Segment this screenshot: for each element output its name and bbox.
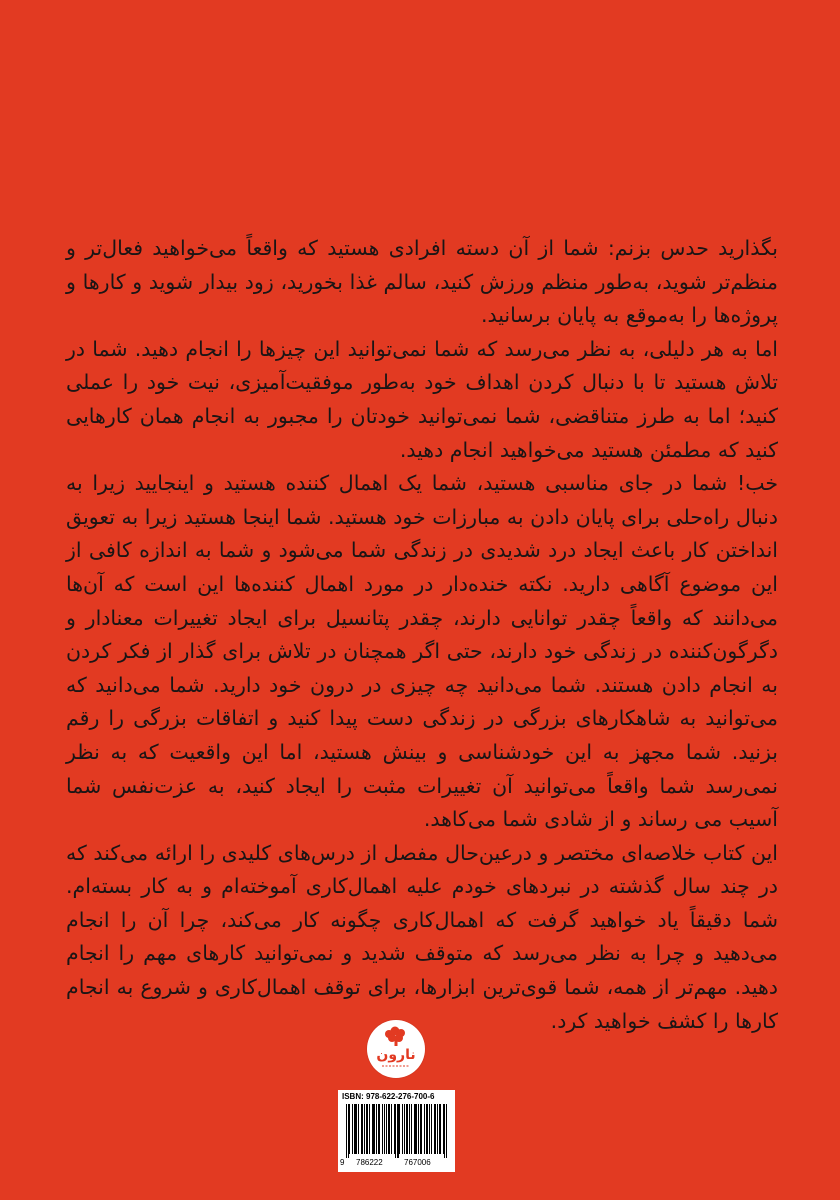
barcode-bar <box>358 1104 359 1154</box>
barcode-bar <box>424 1104 425 1154</box>
barcode-bar <box>367 1104 368 1154</box>
barcode-bar <box>352 1104 353 1154</box>
barcode-bar <box>391 1104 392 1154</box>
barcode-bar <box>435 1104 436 1154</box>
barcode-bar <box>421 1104 422 1154</box>
barcode-bar <box>420 1104 421 1154</box>
barcode-bar <box>439 1104 440 1154</box>
barcode-bar <box>431 1104 432 1154</box>
barcode-bar <box>355 1104 356 1154</box>
barcode-digits-left: 786222 <box>356 1158 383 1167</box>
barcode-bar <box>374 1104 375 1154</box>
barcode-bar <box>399 1104 400 1154</box>
barcode-bar <box>416 1104 417 1154</box>
barcode-bars <box>342 1104 452 1158</box>
barcode-bar <box>444 1104 445 1158</box>
barcode-bar <box>346 1104 347 1158</box>
blurb-paragraph-1: بگذارید حدس بزنم: شما از آن دسته افرادی هستید که واقعاً می‌خواهید فعال‌تر و منظم‌تر شوید، به‌طور منظم ورزش کنید، سالم غذا بخورید، زود بیدار شوید و کارها و پروژه‌ها را به‌موقع به پایان برسانید. <box>66 236 778 328</box>
barcode-bar <box>354 1104 355 1154</box>
barcode-bar <box>443 1104 444 1154</box>
barcode-bar <box>398 1104 399 1158</box>
isbn-barcode <box>338 1090 455 1172</box>
barcode-bar <box>418 1104 419 1154</box>
barcode-bar <box>388 1104 389 1154</box>
barcode-digits-right: 767006 <box>404 1158 431 1167</box>
barcode-bar <box>373 1104 374 1154</box>
blurb-paragraph-4: این کتاب خلاصه‌ای مختصر و درعین‌حال مفصل از درس‌های کلیدی را ارائه می‌کند که در چند سال گذشته در نبردهای خودم علیه اهمال‌کاری آموخته‌ام و به کار بسته‌ام. شما دقیقاً یاد خواهید گرفت که اهمال‌کاری چگونه کار می‌کند، چرا آن را انجام می‌دهید و چرا به نظر می‌رسد که متوقف شدید و نمی‌توانید کارهای مهم را انجام دهید. مهم‌تر از همه، شما قوی‌ترین ابزارها، برای توقف اهمال‌کاری و شروع به انجام کارها را کشف خواهید کرد. <box>66 840 778 1033</box>
barcode-bar <box>364 1104 365 1154</box>
barcode-bar <box>369 1104 370 1154</box>
barcode-bar <box>361 1104 362 1154</box>
blurb-paragraph-3: خب! شما در جای مناسبی هستید، شما یک اهمال کننده هستید و اینجایید زیرا به دنبال راه‌حلی برای پایان دادن به مبارزات خود هستید. شما اینجا هستید زیرا به تعویق انداختن کار باعث ایجاد درد شدیدی در زندگی شما می‌شود و شما به اندازه کافی از این موضوع آگاهی دارید. نکته خنده‌دار در مورد اهمال کننده‌ها این است که آن‌ها می‌دانند که واقعاً چقدر توانایی دارند، چقدر پتانسیل برای ایجاد تغییرات معنادار و دگرگون‌کننده در زندگی خود دارند، حتی اگر همچنان در تلاش برای گذار از فکر کردن به انجام دادن هستند. شما می‌دانید چه چیزی در درون خود دارید. شما می‌دانید که می‌توانید به شاهکارهای بزرگی در زندگی دست پیدا کنید و اتفاقات بزرگی را رقم بزنید. شما مجهز به این خودشناسی و بینش هستید، اما این واقعیت که به نظر نمی‌رسد شما واقعاً می‌توانید آن تغییرات مثبت را ایجاد کنید، به عزت‌نفس شما آسیب می رساند و از شادی شما می‌کاهد. <box>66 471 778 832</box>
barcode-bar <box>440 1104 441 1154</box>
barcode-bar <box>415 1104 416 1154</box>
barcode-bar <box>348 1104 349 1158</box>
barcode-bar <box>394 1104 395 1154</box>
barcode-bar <box>409 1104 410 1154</box>
barcode-bar <box>376 1104 377 1154</box>
barcode-bar <box>372 1104 373 1154</box>
barcode-bar <box>389 1104 390 1154</box>
barcode-bar <box>426 1104 427 1154</box>
publisher-wordmark: نارون <box>376 1047 416 1063</box>
barcode-bar <box>437 1104 438 1154</box>
barcode-bar <box>429 1104 430 1154</box>
back-cover-blurb <box>66 232 778 1038</box>
barcode-bar <box>397 1104 398 1158</box>
publisher-logo <box>367 1020 425 1078</box>
barcode-bar <box>366 1104 367 1154</box>
barcode-bar <box>406 1104 407 1154</box>
barcode-bar <box>404 1104 405 1154</box>
barcode-bar <box>356 1104 357 1154</box>
barcode-bar <box>349 1104 350 1154</box>
barcode-bar <box>446 1104 447 1158</box>
blurb-paragraph-2: اما به هر دلیلی، به نظر می‌رسد که شما نمی‌توانید این چیزها را انجام دهید. شما در تلاش هستید تا با دنبال کردن اهداف خود به‌طور موفقیت‌آمیزی، نیت خود را عملی کنید؛ اما به طرز متناقضی، شما نمی‌توانید خودتان را مجبور به انجام همان کارهایی کنید که مطمئن هستید می‌خواهید انجام دهید. <box>66 336 778 462</box>
tree-logo-icon <box>367 1020 425 1078</box>
barcode-bar <box>434 1104 435 1154</box>
barcode-bar <box>414 1104 415 1154</box>
barcode-bar <box>378 1104 379 1154</box>
barcode-bar <box>402 1104 403 1154</box>
barcode-bar <box>427 1104 428 1154</box>
barcode-bar <box>379 1104 380 1154</box>
barcode-bar <box>382 1104 383 1154</box>
barcode-bar <box>411 1104 412 1154</box>
barcode-bar <box>362 1104 363 1154</box>
barcode-bar <box>395 1104 396 1158</box>
isbn-label: ISBN: 978-622-276-700-6 <box>342 1092 435 1101</box>
barcode-bar <box>386 1104 387 1154</box>
barcode-bar <box>384 1104 385 1154</box>
barcode-bar <box>407 1104 408 1154</box>
barcode-digit-lead: 9 <box>340 1158 345 1167</box>
